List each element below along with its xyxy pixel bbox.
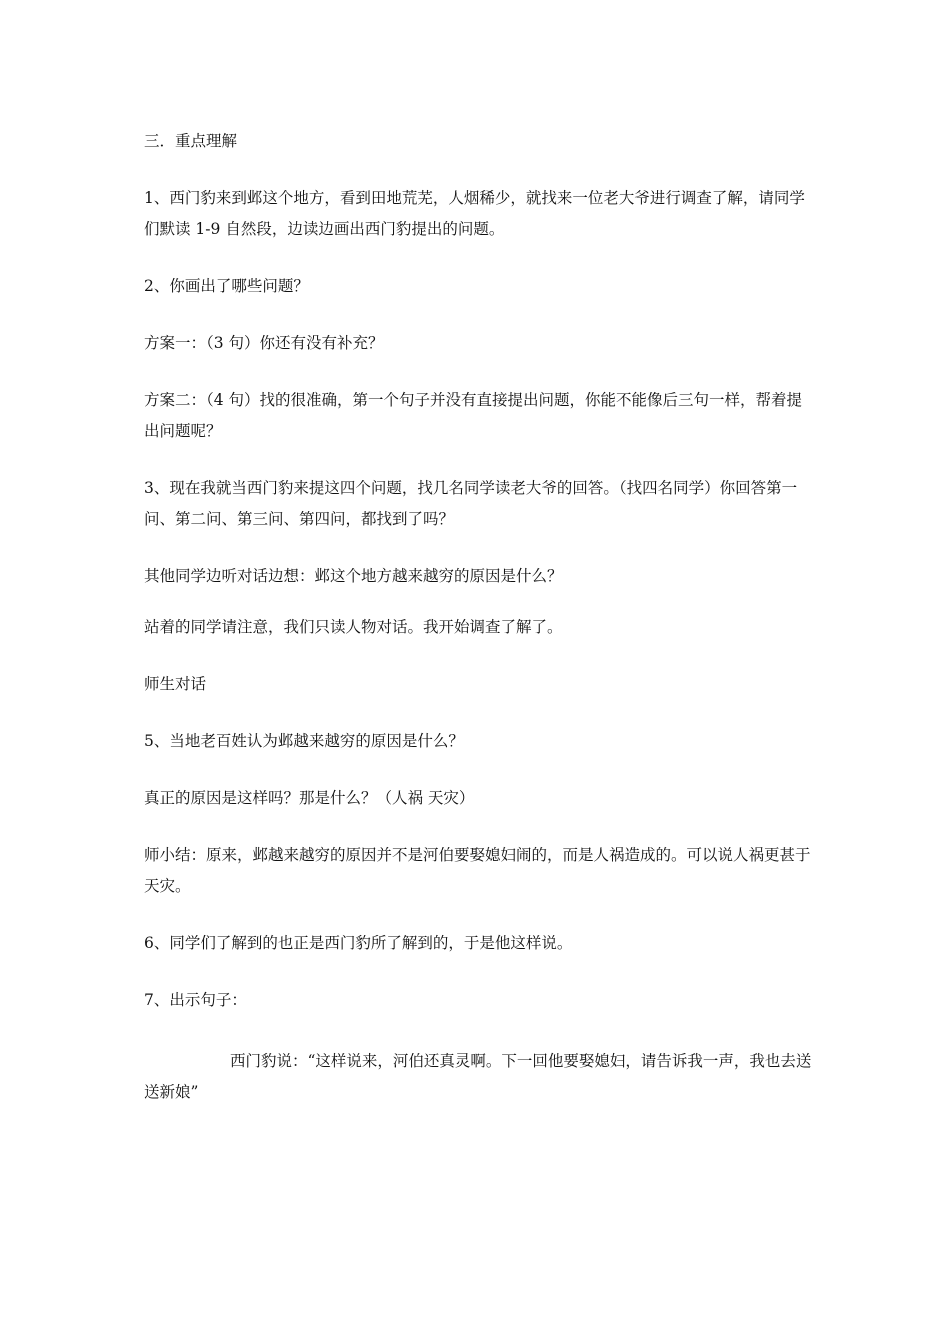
section-heading: 三．重点理解: [144, 132, 238, 150]
paragraph-3: 方案一：（3 句）你还有没有补充？: [144, 334, 384, 352]
paragraph-6: 其他同学边听对话边想：邺这个地方越来越穷的原因是什么？: [144, 567, 563, 585]
paragraph-10: 真正的原因是这样吗？那是什么？（人祸 天灾）: [144, 789, 475, 807]
document-body: [144, 126, 814, 1134]
paragraph-4: 方案二：（4 句）找的很准确，第一个句子并没有直接提出问题，你能不能像后三句一样，帮着提出问题呢？: [144, 391, 803, 440]
paragraph-8: 师生对话: [144, 675, 207, 693]
quoted-sentence: 西门豹说：“这样说来，河伯还真灵啊。下一回他要娶媳妇，请告诉我一声，我也去送送新娘”: [144, 1052, 812, 1101]
paragraph-1: 1、西门豹来到邺这个地方，看到田地荒芜，人烟稀少，就找来一位老大爷进行调查了解，请同学们默读 1-9 自然段，边读边画出西门豹提出的问题。: [144, 189, 805, 238]
paragraph-13: 7、出示句子：: [144, 991, 247, 1009]
paragraph-5: 3、现在我就当西门豹来提这四个问题，找几名同学读老大爷的回答。（找四名同学）你回答第一问、第二问、第三问、第四问，都找到了吗？: [144, 479, 798, 528]
paragraph-9: 5、当地老百姓认为邺越来越穷的原因是什么？: [144, 732, 464, 750]
paragraph-11: 师小结：原来，邺越来越穷的原因并不是河伯要娶媳妇闹的，而是人祸造成的。可以说人祸更甚于天灾。: [144, 846, 811, 895]
paragraph-12: 6、同学们了解到的也正是西门豹所了解到的，于是他这样说。: [144, 934, 573, 952]
paragraph-2: 2、你画出了哪些问题？: [144, 277, 309, 295]
paragraph-7: 站着的同学请注意，我们只读人物对话。我开始调查了解了。: [144, 618, 563, 636]
